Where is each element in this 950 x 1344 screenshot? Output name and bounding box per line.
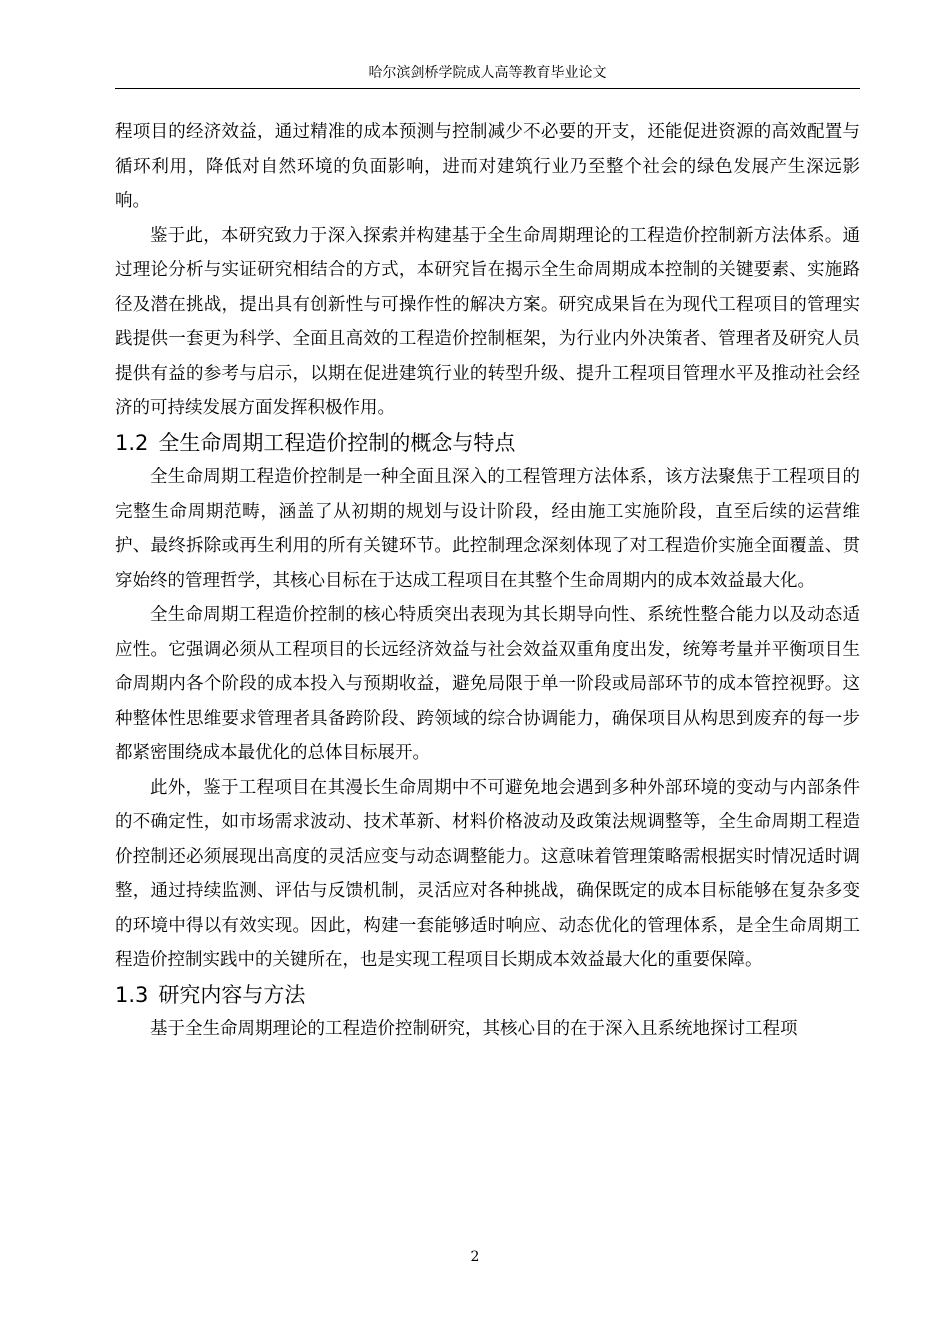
section-number: 1.2 (115, 430, 149, 455)
paragraph-research-content: 基于全生命周期理论的工程造价控制研究，其核心目的在于深入且系统地探讨工程项 (150, 1019, 798, 1039)
section-heading-1-3 (115, 978, 860, 1013)
section-heading-1-2 (115, 426, 860, 461)
page-number: 2 (470, 1249, 480, 1265)
header-rule (115, 88, 860, 89)
section-title: 研究内容与方法 (158, 982, 306, 1007)
paragraph-dynamic-adaptation: 此外，鉴于工程项目在其漫长生命周期中不可避免地会遇到多种外部环境的变动与内部条件的不确定性，如市场需求波动、技术革新、材料价格波动及政策法规调整等，全生命周期工程造价控制还必须展现出高度的灵活应变与动态调整能力。这意味着管理策略需根据实时情况适时调整，通过持续监测、评估与反馈机制，灵活应对各种挑战，确保既定的成本目标能够在复杂多变的环境中得以有效实现。因此，构建一套能够适时响应、动态优化的管理体系，是全生命周期工程造价控制实践中的关键所在，也是实现工程项目长期成本效益最大化的重要保障。 (115, 777, 860, 970)
paragraph-research-purpose: 鉴于此，本研究致力于深入探索并构建基于全生命周期理论的工程造价控制新方法体系。通过理论分析与实证研究相结合的方式，本研究旨在揭示全生命周期成本控制的关键要素、实施路径及潜在挑战，提出具有创新性与可操作性的解决方案。研究成果旨在为现代工程项目的管理实践提供一套更为科学、全面且高效的工程造价控制框架，为行业内外决策者、管理者及研究人员提供有益的参考与启示，以期在促进建筑行业的转型升级、提升工程项目管理水平及推动社会经济的可持续发展方面发挥积极作用。 (115, 225, 860, 418)
paragraph-continued: 程项目的经济效益，通过精准的成本预测与控制减少不必要的开支，还能促进资源的高效配置与循环利用，降低对自然环境的负面影响，进而对建筑行业乃至整个社会的绿色发展产生深远影响。 (115, 122, 860, 211)
paragraph-concept: 全生命周期工程造价控制是一种全面且深入的工程管理方法体系，该方法聚焦于工程项目的完整生命周期范畴，涵盖了从初期的规划与设计阶段，经由施工实施阶段，直至后续的运营维护、最终拆除或再生利用的所有关键环节。此控制理念深刻体现了对工程造价实施全面覆盖、贯穿始终的管理哲学，其核心目标在于达成工程项目在其整个生命周期内的成本效益最大化。 (115, 467, 860, 591)
paragraph-characteristics: 全生命周期工程造价控制的核心特质突出表现为其长期导向性、系统性整合能力以及动态适应性。它强调必须从工程项目的长远经济效益与社会效益双重角度出发，统筹考量并平衡项目生命周期内各个阶段的成本投入与预期收益，避免局限于单一阶段或局部环节的成本管控视野。这种整体性思维要求管理者具备跨阶段、跨领域的综合协调能力，确保项目从构思到废弃的每一步都紧密围绕成本最优化的总体目标展开。 (115, 605, 860, 763)
running-header: 哈尔滨剑桥学院成人高等教育毕业论文 (368, 65, 607, 81)
section-title: 全生命周期工程造价控制的概念与特点 (158, 430, 516, 455)
section-number: 1.3 (115, 982, 149, 1007)
document-body (115, 115, 860, 1047)
